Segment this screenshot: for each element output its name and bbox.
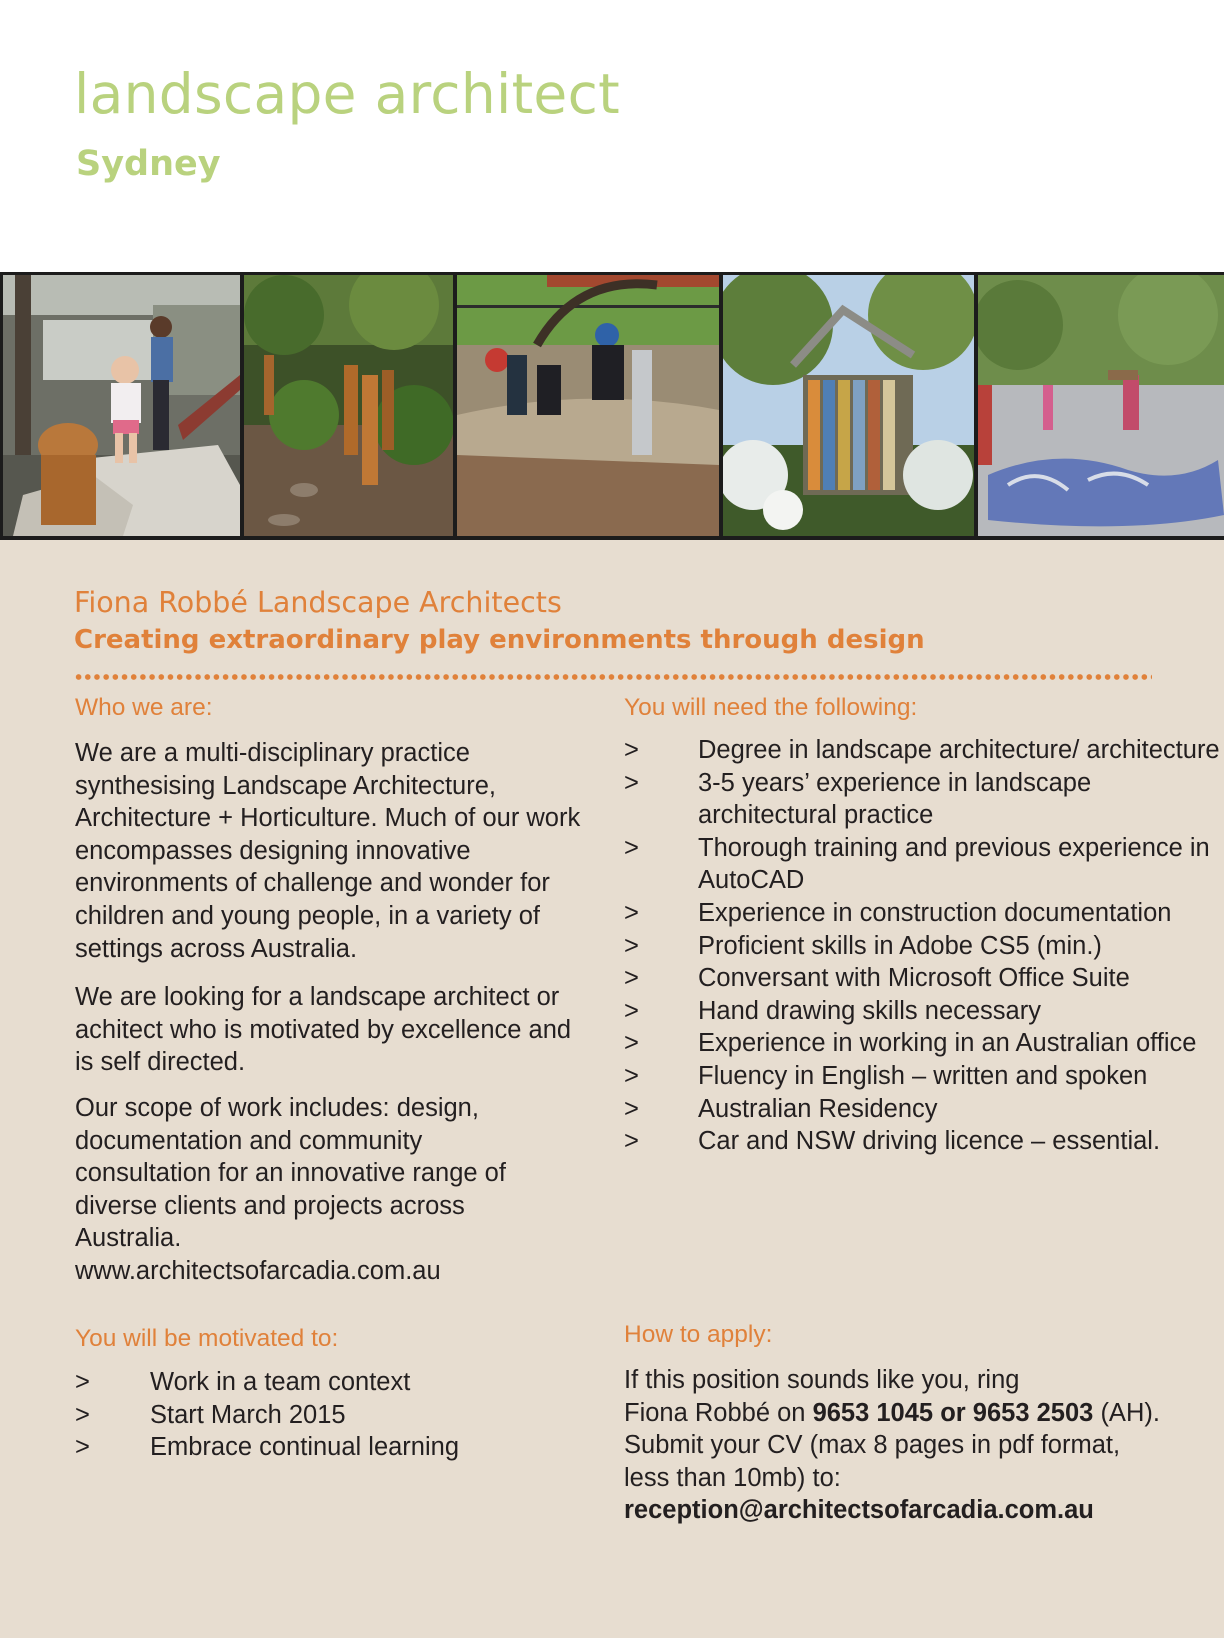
bullet-arrow: >	[624, 1029, 639, 1058]
page-title: landscape architect	[74, 62, 620, 126]
header	[0, 0, 1224, 272]
list-item: > Conversant with Microsoft Office Suite	[624, 962, 1220, 995]
apply-line-1: If this position sounds like you, ring	[624, 1366, 1020, 1394]
how-to-apply-text	[624, 1364, 1224, 1527]
list-item: > Hand drawing skills necessary	[624, 995, 1220, 1028]
bullet-arrow: >	[75, 1400, 90, 1429]
bullet-arrow: >	[624, 931, 639, 960]
list-item: > Start March 2015	[75, 1399, 585, 1432]
bullet-arrow: >	[624, 996, 639, 1025]
job-location: Sydney	[76, 144, 221, 184]
bullet-arrow: >	[75, 1433, 90, 1462]
website-link[interactable]: www.architectsofarcadia.com.au	[75, 1257, 441, 1285]
dotted-divider	[74, 673, 1152, 681]
list-item: > Australian Residency	[624, 1093, 1220, 1126]
list-item: > Work in a team context	[75, 1366, 585, 1399]
who-we-are-paragraph-1: We are a multi-disciplinary practice synthesising Landscape Architecture, Architecture + Horticulture. Much of our work encompasses designing innovative environments of challenge and wonder for children and young people, in a variety of settings across Australia.	[75, 739, 581, 963]
list-item: > Thorough training and previous experience in AutoCAD	[624, 833, 1210, 895]
bullet-arrow: >	[624, 768, 639, 797]
phone-number[interactable]: 9653 1045	[812, 1398, 934, 1427]
job-details-panel	[0, 540, 1224, 1638]
list-item: > Experience in working in an Australian office	[624, 1027, 1220, 1060]
who-we-are-paragraph-2: We are looking for a landscape architect or achitect who is motivated by excellence and is self directed.	[75, 983, 572, 1077]
motivated-heading: You will be motivated to:	[75, 1325, 339, 1352]
company-name: Fiona Robbé Landscape Architects	[74, 586, 562, 619]
who-we-are-paragraph-3: Our scope of work includes: design, documentation and community consultation for an innovative range of diverse clients and projects across Australia.	[75, 1094, 506, 1253]
or-text: or	[940, 1398, 966, 1427]
splash-pad-photo	[978, 275, 1224, 536]
company-tagline: Creating extraordinary play environments through design	[74, 625, 925, 655]
list-item: > Experience in construction documentation	[624, 897, 1220, 930]
garden-photo-carved-posts	[244, 275, 453, 536]
list-item: > Car and NSW driving licence – essential.	[624, 1125, 1220, 1158]
sculpture-shelter-photo	[723, 275, 974, 536]
requirements-list	[624, 734, 1220, 1158]
apply-cv-instructions: Submit your CV (max 8 pages in pdf format, less than 10mb) to:	[624, 1431, 1121, 1492]
bullet-arrow: >	[624, 1094, 639, 1123]
list-item: > Embrace continual learning	[75, 1431, 585, 1464]
email-link[interactable]: reception@architectsofarcadia.com.au	[624, 1496, 1094, 1525]
playground-photo-girl-on-rock	[3, 275, 240, 536]
photo-strip	[0, 272, 1224, 540]
phone-number-after-hours[interactable]: 9653 2503	[972, 1398, 1094, 1427]
bullet-arrow: >	[624, 1061, 639, 1090]
how-to-apply-heading: How to apply:	[624, 1321, 773, 1348]
apply-contact-line: Fiona Robbé on 9653 1045 or 9653 2503 (AH).	[624, 1398, 1160, 1427]
list-item: > Degree in landscape architecture/ architecture	[624, 734, 1220, 767]
list-item: > 3-5 years’ experience in landscape architectural practice	[624, 768, 1092, 830]
bullet-arrow: >	[624, 833, 639, 862]
bullet-arrow: >	[624, 964, 639, 993]
who-we-are-heading: Who we are:	[75, 694, 213, 721]
motivated-list	[75, 1366, 585, 1464]
water-play-photo-children	[457, 275, 719, 536]
requirements-heading: You will need the following:	[624, 694, 918, 721]
list-item: > Fluency in English – written and spoken	[624, 1060, 1220, 1093]
bullet-arrow: >	[75, 1368, 90, 1396]
bullet-arrow: >	[624, 736, 639, 764]
list-item: > Proficient skills in Adobe CS5 (min.)	[624, 930, 1220, 963]
bullet-arrow: >	[624, 1127, 639, 1156]
bullet-arrow: >	[624, 898, 639, 927]
